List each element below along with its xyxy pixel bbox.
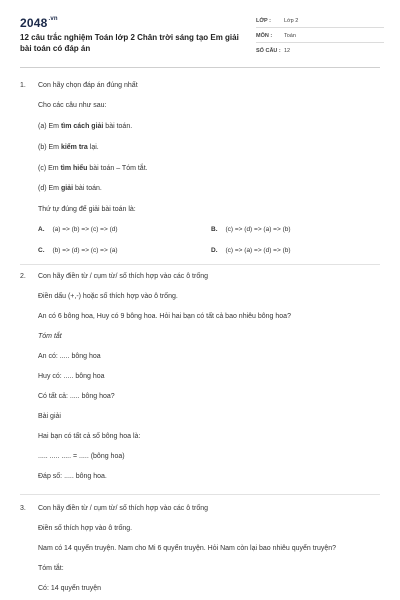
- solution-answer[interactable]: Đáp số: ..... bông hoa.: [38, 473, 107, 480]
- solution-calculation[interactable]: ..... ..... ..... = ..... (bông hoa): [38, 453, 125, 460]
- question-prompt: Con hãy chọn đáp án đúng nhất: [38, 82, 138, 89]
- question-number: 2.: [20, 273, 26, 280]
- question-intro: Cho các câu như sau:: [38, 102, 107, 109]
- socau-label: SỐ CÂU :: [256, 48, 281, 54]
- question-instruction: Điền số thích hợp vào ô trống.: [38, 525, 133, 532]
- info-divider: [256, 27, 384, 28]
- option-d[interactable]: D. (c) => (a) => (d) => (b): [211, 247, 291, 254]
- logo-brand: 2048: [20, 16, 48, 30]
- summary-huy[interactable]: Huy có: ..... bông hoa: [38, 373, 105, 380]
- question-separator: [20, 494, 380, 495]
- statement-d: (d) Em giải bài toán.: [38, 185, 102, 192]
- info-divider: [256, 42, 384, 43]
- order-question: Thứ tự đúng để giải bài toán là:: [38, 206, 136, 213]
- statement-a: (a) Em tìm cách giải bài toán.: [38, 123, 133, 130]
- solution-statement: Hai bạn có tất cả số bông hoa là:: [38, 433, 141, 440]
- logo-tld: .vn: [48, 16, 58, 22]
- option-a[interactable]: A. (a) => (b) => (c) => (d): [38, 226, 118, 233]
- header-divider: [20, 67, 380, 68]
- lop-label: LỚP :: [256, 18, 271, 24]
- summary-heading: Tóm tắt:: [38, 565, 64, 572]
- statement-b: (b) Em kiểm tra lại.: [38, 144, 99, 151]
- question-number: 1.: [20, 82, 26, 89]
- option-b[interactable]: B. (c) => (d) => (a) => (b): [211, 226, 291, 233]
- summary-total[interactable]: Có tất cả: ..... bông hoa?: [38, 393, 115, 400]
- question-separator: [20, 264, 380, 265]
- lop-value: Lớp 2: [284, 18, 299, 24]
- question-prompt: Con hãy điền từ / cụm từ/ số thích hợp vào các ô trống: [38, 273, 208, 280]
- mon-label: MÔN :: [256, 33, 273, 39]
- document-title: 12 câu trắc nghiệm Toán lớp 2 Chân trời sáng tạo Em giải bài toán có đáp án: [20, 33, 239, 53]
- option-c[interactable]: C. (b) => (d) => (c) => (a): [38, 247, 118, 254]
- summary-an[interactable]: An có: ..... bông hoa: [38, 353, 101, 360]
- solution-heading: Bài giải: [38, 413, 61, 420]
- question-prompt: Con hãy điền từ / cụm từ/ số thích hợp vào các ô trống: [38, 505, 208, 512]
- summary-co[interactable]: Có: 14 quyển truyện: [38, 585, 102, 592]
- mon-value: Toán: [284, 33, 296, 39]
- summary-heading: Tóm tắt: [38, 333, 62, 340]
- question-instruction: Điền dấu (+,-) hoặc số thích hợp vào ô trống.: [38, 293, 178, 300]
- statement-c: (c) Em tìm hiểu bài toán – Tóm tắt.: [38, 165, 148, 172]
- question-problem: Nam có 14 quyển truyện. Nam cho Mi 6 quyển truyện. Hỏi Nam còn lại bao nhiêu quyển truyện?: [38, 545, 337, 552]
- question-number: 3.: [20, 505, 26, 512]
- header: [0, 0, 400, 76]
- question-problem: An có 6 bông hoa, Huy có 9 bông hoa. Hỏi hai bạn có tất cả bao nhiêu bông hoa?: [38, 313, 291, 320]
- site-logo[interactable]: [20, 16, 58, 30]
- socau-value: 12: [284, 48, 291, 54]
